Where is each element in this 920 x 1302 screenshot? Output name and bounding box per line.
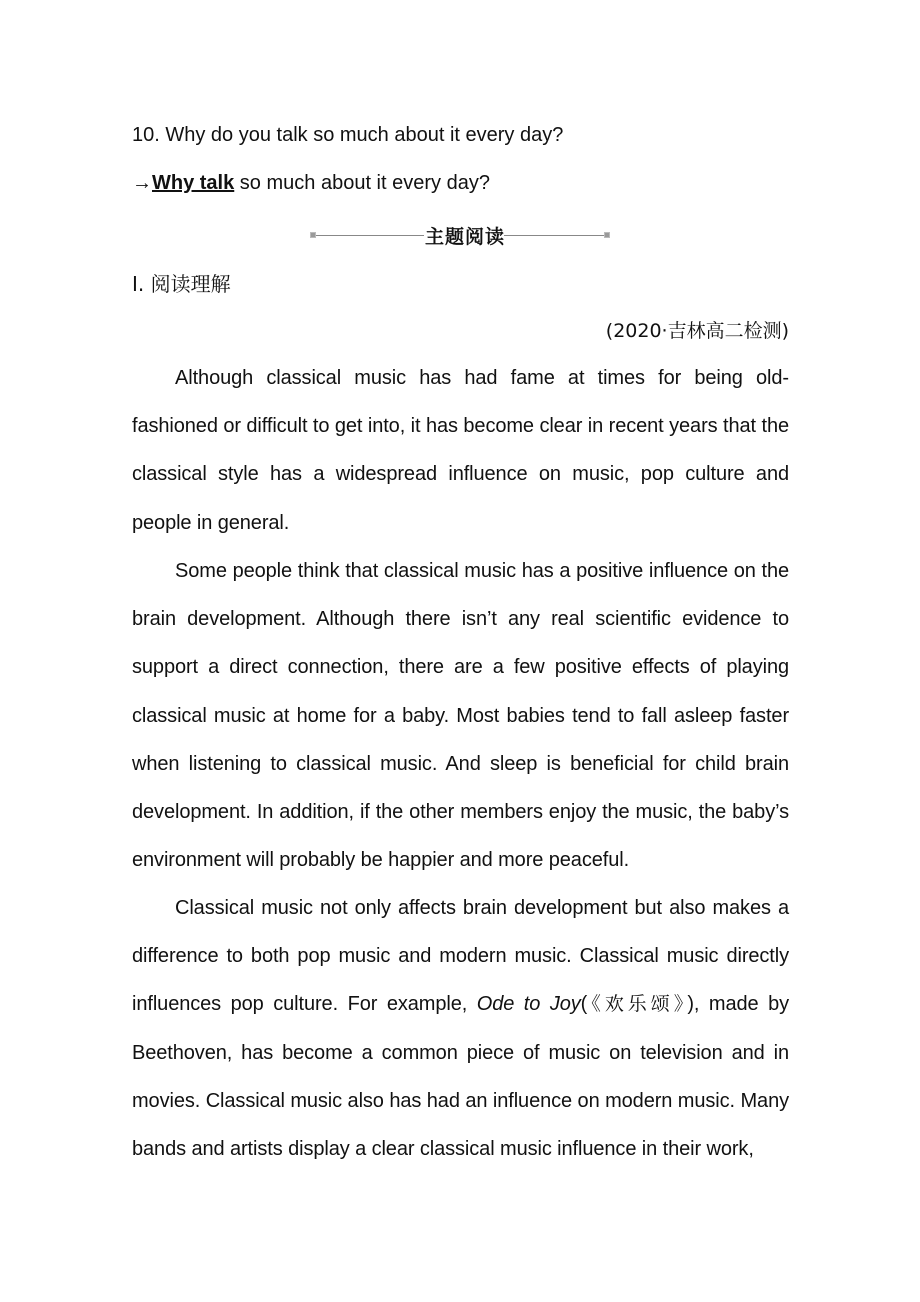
- paragraph-3: [132, 884, 789, 1173]
- question-10-answer: [132, 172, 789, 195]
- divider-title: 主题阅读: [425, 226, 506, 248]
- paragraph-2: Some people think that classical music has a positive influence on the brain development. Although there isn’t any real scientific evidence to support a direct connection, there are a few positive effects of playing classical music at home for a baby. Most babies tend to fall asleep faster when listening to classical music. And sleep is beneficial for child brain development. In addition, if the other members enjoy the music, the baby’s environment will probably be happier and more peaceful.: [132, 560, 789, 872]
- answer-rest: so much about it every day?: [234, 172, 490, 194]
- work-title: Ode to Joy: [476, 993, 581, 1016]
- section-divider: [310, 222, 610, 250]
- divider-dot-right: [604, 232, 610, 238]
- arrow: →: [132, 172, 152, 194]
- section-heading: Ⅰ. 阅读理解: [132, 272, 231, 296]
- answer-key: Why talk: [152, 172, 235, 194]
- paragraph-3-after: ), made by Beethoven, has become a common piece of music on television and in movies. Classical music also has had an influence on modern music. Many bands and artists display a clear classical music influence in their work,: [132, 993, 789, 1161]
- chinese-title: 《欢乐颂》: [587, 993, 688, 1016]
- divider-rule-right: [504, 235, 604, 236]
- divider-rule-left: [316, 235, 424, 236]
- question-10: 10. Why do you talk so much about it every day?: [132, 124, 564, 146]
- paren-open: (: [580, 993, 588, 1016]
- paragraph-1: Although classical music has had fame at times for being old-fashioned or difficult to get into, it has become clear in recent years that the classical style has a widespread influence on music, pop culture and people in general.: [132, 367, 789, 534]
- paragraph-3-before: Classical music not only affects brain development but also makes a difference to both pop music and modern music. Classical music directly influences pop culture. For example,: [132, 897, 789, 1016]
- passage-source: (2020·吉林高二检测): [605, 320, 789, 342]
